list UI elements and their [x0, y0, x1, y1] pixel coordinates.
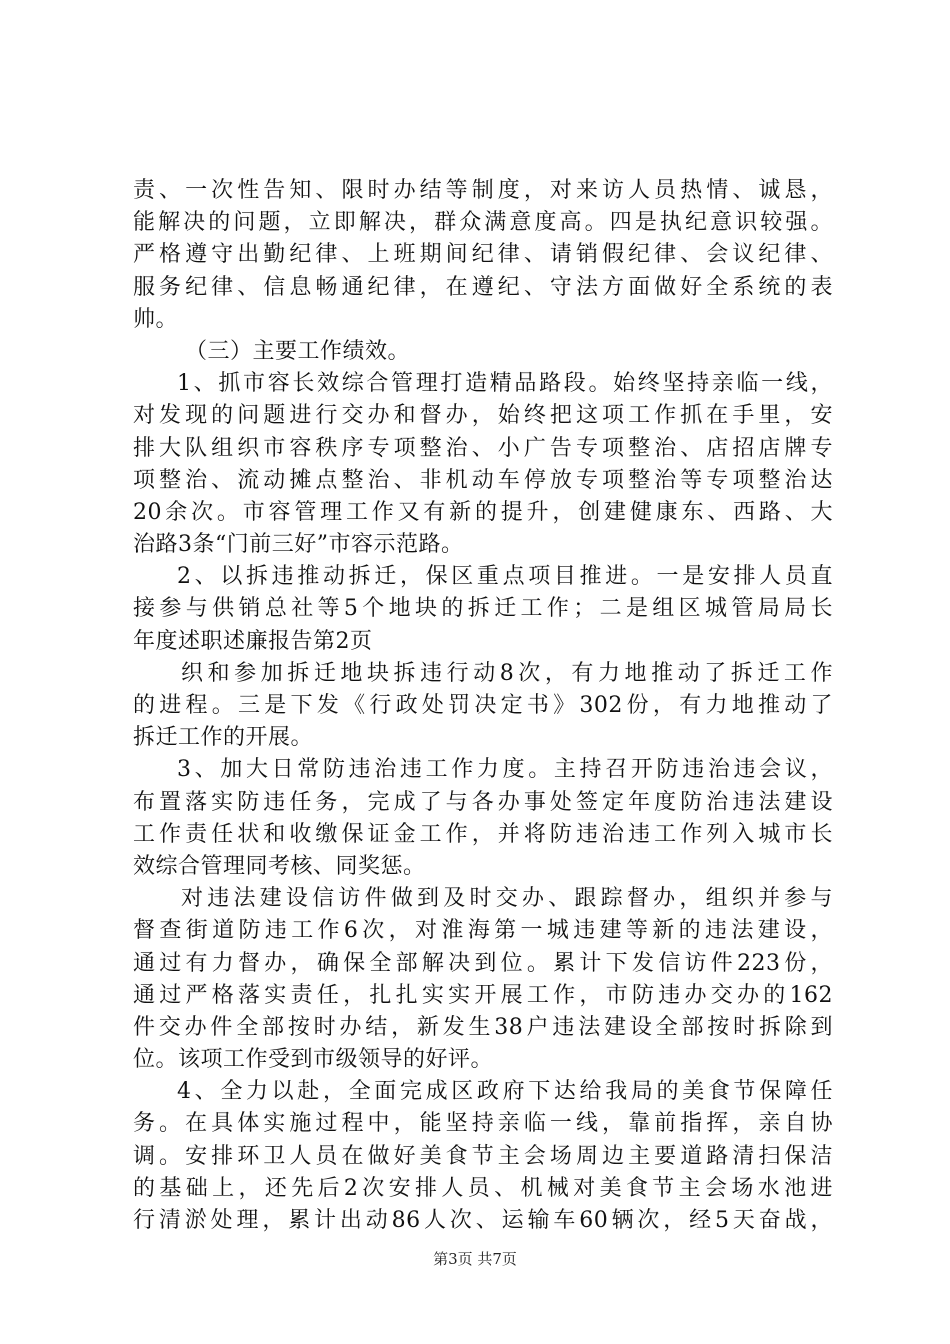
text-line: 通过严格落实责任，扎扎实实开展工作，市防违办交办的162 — [133, 982, 833, 1008]
text-line: 项整治、流动摊点整治、非机动车停放专项整治等专项整治达 — [133, 467, 833, 493]
page-footer: 第3页 共7页 — [433, 1250, 517, 1268]
text-line: 务。在具体实施过程中，能坚持亲临一线，靠前指挥，亲自协 — [133, 1111, 833, 1137]
text-line: 年度述职述廉报告第2页 — [133, 628, 373, 654]
text-line: 布置落实防违任务，完成了与各办事处签定年度防治违法建设 — [133, 789, 833, 815]
text-line: 拆迁工作的开展。 — [133, 725, 314, 751]
text-line: 能解决的问题，立即解决，群众满意度高。四是执纪意识较强。 — [133, 210, 833, 236]
text-line: 服务纪律、信息畅通纪律，在遵纪、守法方面做好全系统的表 — [133, 274, 833, 300]
text-line: 1、抓市容长效综合管理打造精品路段。始终坚持亲临一线， — [177, 371, 833, 397]
text-line: 调。安排环卫人员在做好美食节主会场周边主要道路清扫保洁 — [133, 1143, 833, 1169]
text-line: 责、一次性告知、限时办结等制度，对来访人员热情、诚恳， — [133, 178, 833, 203]
text-line: 的基础上，还先后2次安排人员、机械对美食节主会场水池进 — [133, 1175, 833, 1201]
text-line: 对发现的问题进行交办和督办，始终把这项工作抓在手里，安 — [133, 403, 833, 429]
text-line: 通过有力督办，确保全部解决到位。累计下发信访件223份， — [133, 950, 833, 976]
text-line: 对违法建设信访件做到及时交办、跟踪督办，组织并参与 — [181, 886, 833, 912]
text-line: 行清淤处理，累计出动86人次、运输车60辆次，经5天奋战， — [133, 1208, 833, 1233]
text-line: 接参与供销总社等5个地块的拆迁工作；二是组区城管局局长 — [133, 596, 833, 622]
text-line: 位。该项工作受到市级领导的好评。 — [133, 1047, 494, 1073]
text-line: 督查街道防违工作6次，对淮海第一城违建等新的违法建设， — [133, 918, 833, 944]
text-line: 织和参加拆迁地块拆违行动8次，有力地推动了拆迁工作 — [181, 660, 833, 686]
text-line: 帅。 — [133, 306, 179, 332]
text-line: 20余次。市容管理工作又有新的提升，创建健康东、西路、大 — [133, 499, 833, 525]
text-line: 的进程。三是下发《行政处罚决定书》302份，有力地推动了 — [133, 693, 833, 718]
text-line: 4、全力以赴，全面完成区政府下达给我局的美食节保障任 — [177, 1079, 833, 1105]
text-line: 工作责任状和收缴保证金工作，并将防违治违工作列入城市长 — [133, 821, 833, 847]
text-line: 2、以拆违推动拆迁，保区重点项目推进。一是安排人员直 — [177, 564, 833, 590]
document-body — [133, 175, 833, 1237]
text-line: 治路3条“门前三好”市容示范路。 — [133, 532, 464, 558]
text-line: 排大队组织市容秩序专项整治、小广告专项整治、店招店牌专 — [133, 435, 833, 461]
text-line: 件交办件全部按时办结，新发生38户违法建设全部按时拆除到 — [133, 1014, 833, 1040]
text-line: （三）主要工作绩效。 — [185, 338, 411, 364]
text-line: 效综合管理同考核、同奖惩。 — [133, 853, 426, 879]
text-line: 3、加大日常防违治违工作力度。主持召开防违治违会议， — [177, 757, 833, 783]
text-line: 严格遵守出勤纪律、上班期间纪律、请销假纪律、会议纪律、 — [133, 242, 833, 268]
